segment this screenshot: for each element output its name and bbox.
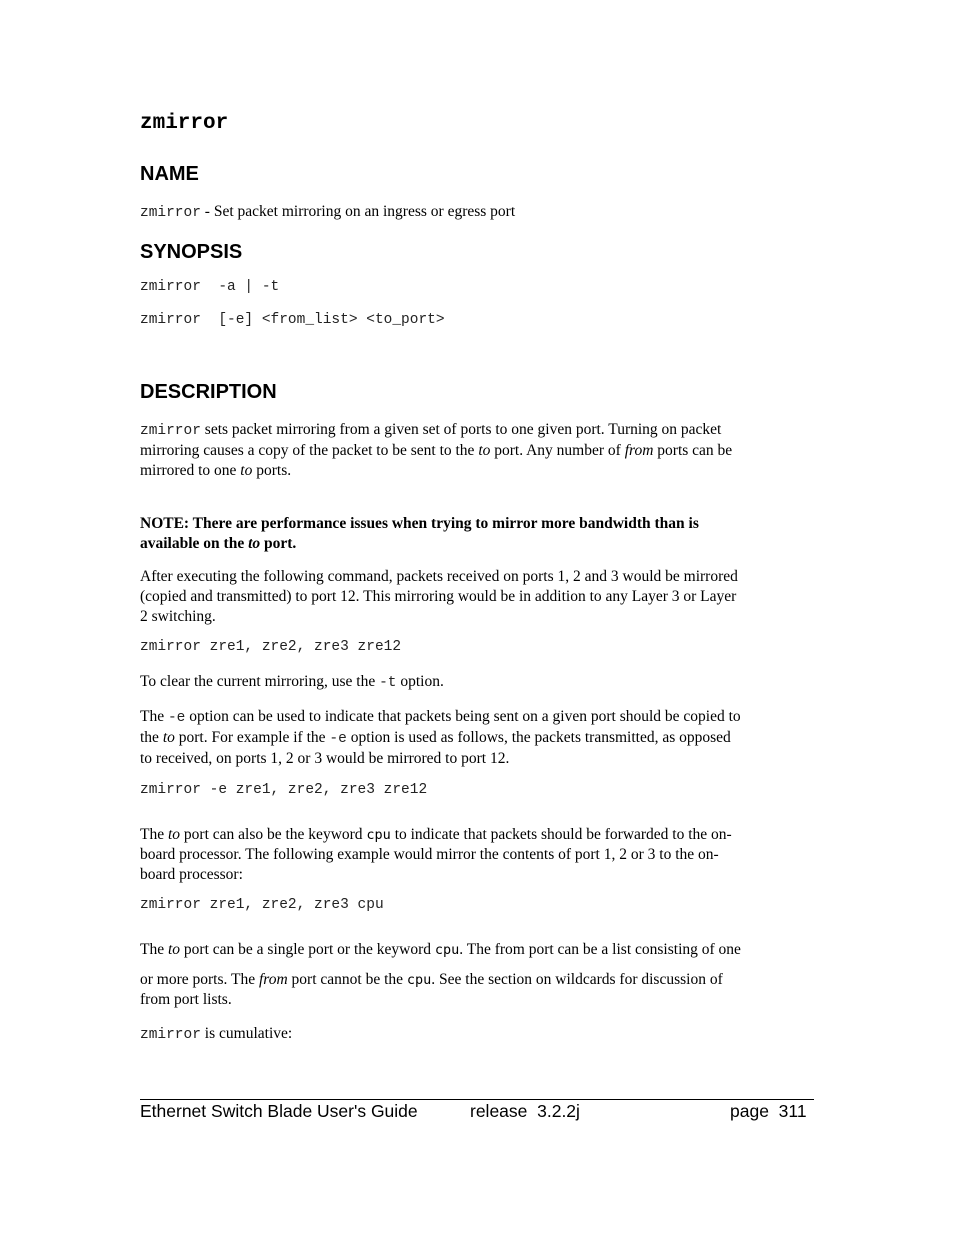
description-paragraph-6: The to port can be a single port or the keyword cpu. The from port can be a list consisting of one or more ports. The from port cannot be the cpu. See the section on wildcards for discussion of from port lists. [140,941,741,1008]
from-emphasis: from [624,442,654,459]
option-e: -e [329,731,347,747]
name-line [140,202,515,223]
from-emphasis: from [258,971,288,988]
command-name: zmirror [140,205,201,221]
option-t: -t [379,675,397,691]
section-heading-synopsis: SYNOPSIS [140,241,243,263]
option-e: -e [167,710,186,726]
keyword-cpu: cpu [366,827,391,843]
footer-rule [140,1099,814,1100]
command-name: zmirror [140,1027,201,1043]
code-example-3: zmirror zre1, zre2, zre3 cpu [140,897,384,913]
section-heading-name: NAME [140,163,199,185]
footer-page-number: page 311 [730,1101,807,1121]
synopsis-line-1: zmirror -a | -t [140,279,280,295]
description-paragraph-3: To clear the current mirroring, use the -t option. [140,673,444,691]
performance-note: NOTE: There are performance issues when trying to mirror more bandwidth than is available on the to port. [140,515,699,552]
keyword-cpu: cpu [434,942,460,958]
name-description: - Set packet mirroring on an ingress or egress port [200,203,516,220]
footer-guide-title: Ethernet Switch Blade User's Guide [140,1101,418,1121]
to-emphasis: to [167,941,181,958]
page-title: zmirror [140,112,229,135]
description-paragraph-1: zmirror sets packet mirroring from a given set of ports to one given port. Turning on packet mirroring causes a copy of the packet to be sent to the to port. Any number of from ports can be mirrored to one to ports. [140,421,733,479]
command-name: zmirror [140,423,201,439]
to-emphasis: to [162,729,175,746]
description-paragraph-7: zmirror is cumulative: [140,1025,293,1043]
description-paragraph-4: The -e option can be used to indicate that packets being sent on a given port should be copied to the to port. For example if the -e option is used as follows, the packets transmitted, as opposed to received, on ports 1, 2 or 3 would be mirrored to port 12. [140,708,741,767]
keyword-cpu: cpu [406,972,432,988]
code-example-1: zmirror zre1, zre2, zre3 zre12 [140,639,402,655]
synopsis-line-2: zmirror [-e] <from_list> <to_port> [140,312,445,328]
to-emphasis: to [240,462,253,479]
section-heading-description: DESCRIPTION [140,381,277,403]
code-example-2: zmirror -e zre1, zre2, zre3 zre12 [140,782,428,798]
to-emphasis: to [167,826,181,843]
footer-release: release 3.2.2j [470,1101,580,1121]
to-emphasis: to [478,442,491,459]
description-paragraph-2: After executing the following command, packets received on ports 1, 2 and 3 would be mirrored (copied and transmitted) to port 12. This mirroring would be in addition to any Layer 3 or Layer 2 switching. [140,568,738,625]
description-paragraph-5: The to port can also be the keyword cpu to indicate that packets should be forwarded to the on- board processor. The following example would mirror the contents of port 1, 2 or 3 to the on- board processor: [140,826,732,883]
to-emphasis: to [248,535,261,552]
